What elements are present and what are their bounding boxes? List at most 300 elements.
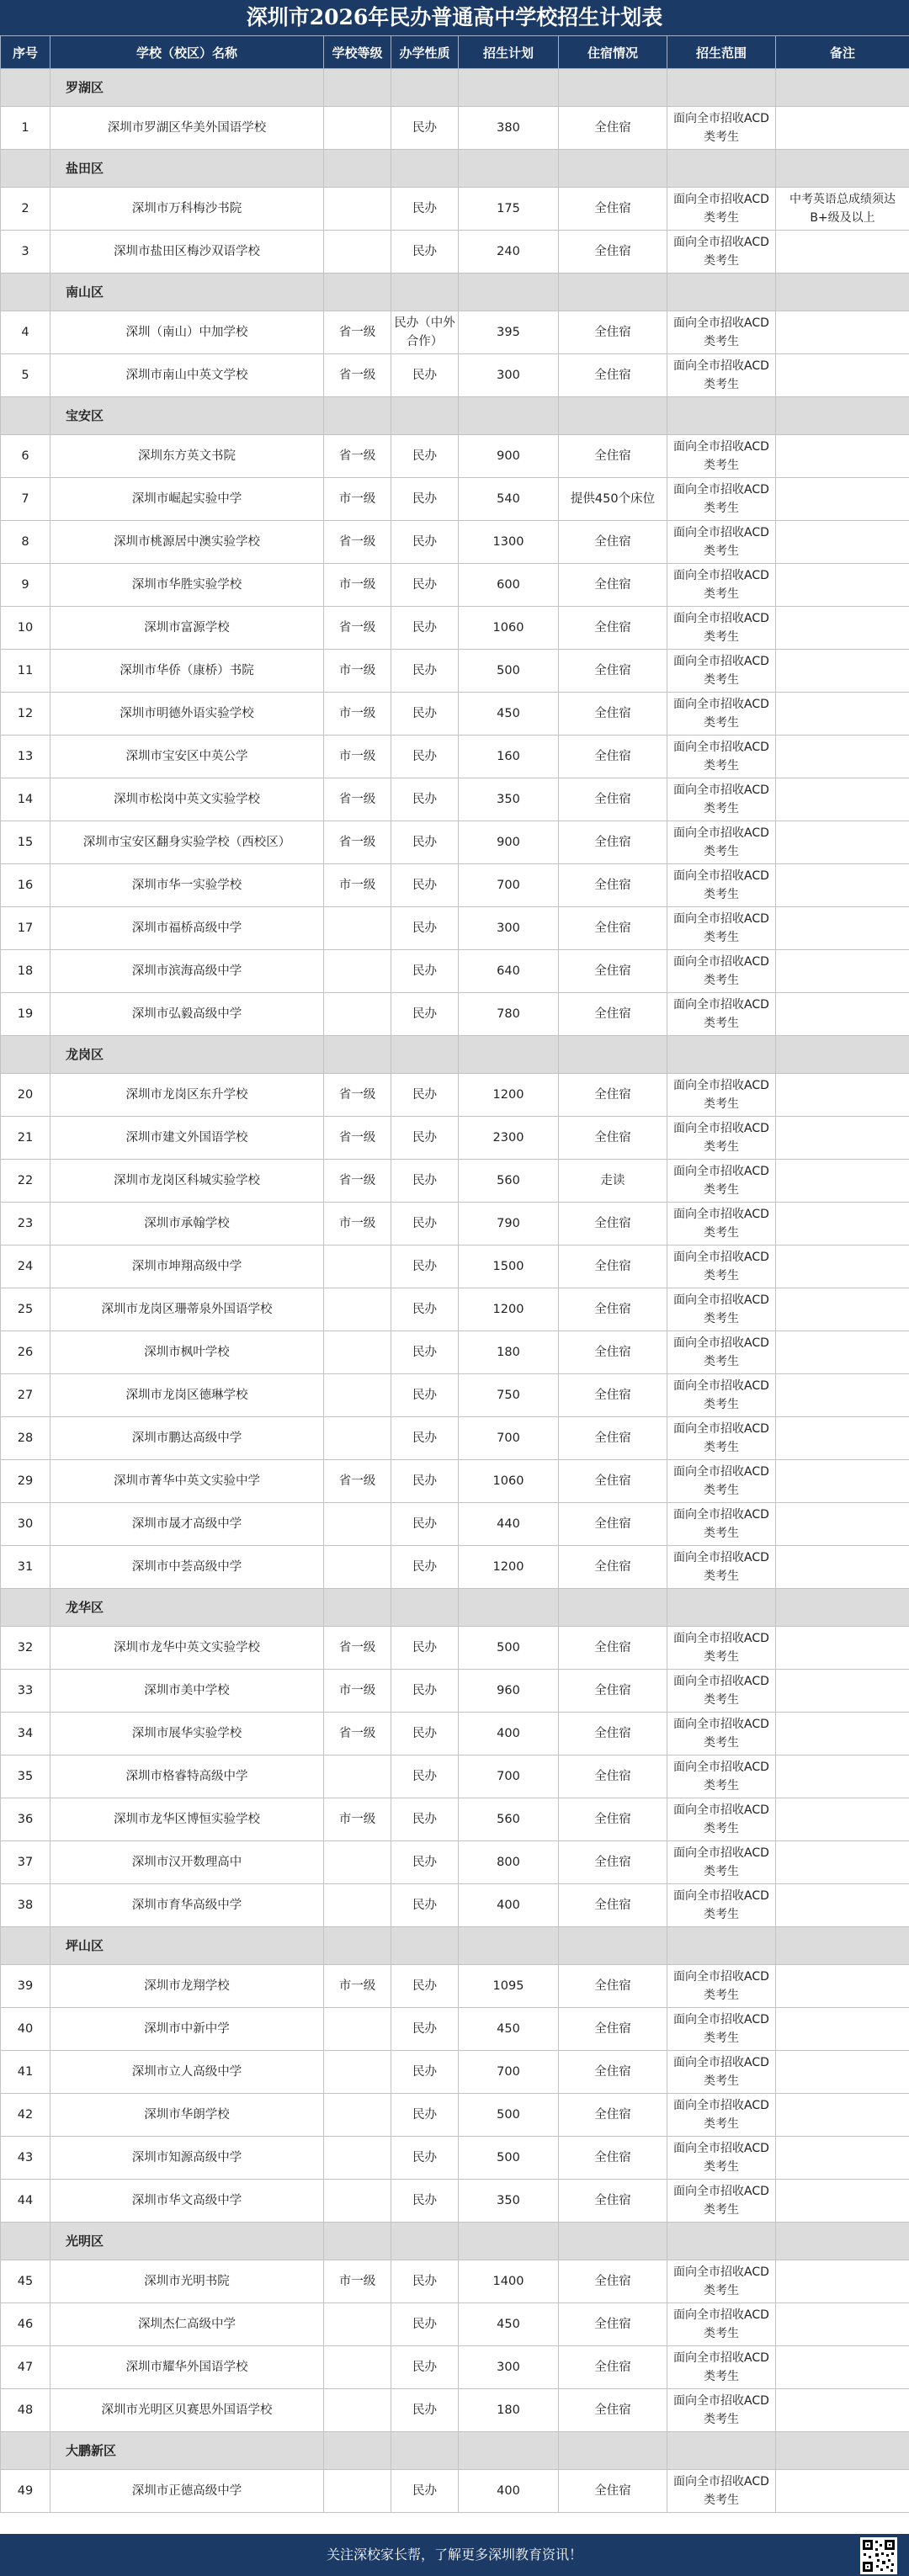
district-spacer bbox=[391, 274, 459, 311]
district-spacer bbox=[559, 69, 667, 107]
district-spacer bbox=[324, 150, 391, 188]
remark bbox=[776, 435, 909, 478]
district-name: 光明区 bbox=[50, 2223, 324, 2260]
enrollment-scope: 面向全市招收ACD类考生 bbox=[667, 736, 776, 778]
school-nature: 民办 bbox=[391, 354, 459, 397]
row-number: 4 bbox=[1, 311, 50, 354]
lodging-status: 全住宿 bbox=[559, 1074, 667, 1117]
school-name: 深圳市华侨（康桥）书院 bbox=[50, 650, 324, 693]
district-spacer bbox=[1, 274, 50, 311]
enrollment-scope: 面向全市招收ACD类考生 bbox=[667, 564, 776, 607]
enrollment-scope: 面向全市招收ACD类考生 bbox=[667, 2303, 776, 2346]
enrollment-quota: 500 bbox=[459, 650, 559, 693]
school-nature: 民办 bbox=[391, 1965, 459, 2008]
school-nature: 民办 bbox=[391, 778, 459, 821]
school-name: 深圳市华朗学校 bbox=[50, 2094, 324, 2137]
row-number: 24 bbox=[1, 1246, 50, 1288]
table-row bbox=[1, 521, 909, 564]
lodging-status: 全住宿 bbox=[559, 607, 667, 650]
school-name: 深圳市龙翔学校 bbox=[50, 1965, 324, 2008]
remark bbox=[776, 864, 909, 907]
row-number: 48 bbox=[1, 2389, 50, 2432]
remark bbox=[776, 521, 909, 564]
school-name: 深圳市正德高级中学 bbox=[50, 2470, 324, 2513]
district-spacer bbox=[1, 1036, 50, 1074]
lodging-status: 全住宿 bbox=[559, 2346, 667, 2389]
school-nature: 民办 bbox=[391, 1331, 459, 1374]
school-nature: 民办 bbox=[391, 2180, 459, 2223]
enrollment-quota: 1060 bbox=[459, 607, 559, 650]
enrollment-quota: 700 bbox=[459, 2051, 559, 2094]
district-spacer bbox=[391, 397, 459, 435]
school-level bbox=[324, 2389, 391, 2432]
row-number: 23 bbox=[1, 1203, 50, 1246]
remark bbox=[776, 821, 909, 864]
school-name: 深圳市龙岗区珊蒂泉外国语学校 bbox=[50, 1288, 324, 1331]
enrollment-quota: 300 bbox=[459, 907, 559, 950]
remark bbox=[776, 2470, 909, 2513]
school-name: 深圳市美中学校 bbox=[50, 1670, 324, 1713]
enrollment-scope: 面向全市招收ACD类考生 bbox=[667, 693, 776, 736]
district-row bbox=[1, 397, 909, 435]
table-row bbox=[1, 1074, 909, 1117]
remark bbox=[776, 2051, 909, 2094]
enrollment-quota: 800 bbox=[459, 1841, 559, 1884]
district-spacer bbox=[459, 1927, 559, 1965]
school-nature: 民办 bbox=[391, 1503, 459, 1546]
district-name: 龙华区 bbox=[50, 1589, 324, 1627]
row-number: 31 bbox=[1, 1546, 50, 1589]
school-name: 深圳杰仁高级中学 bbox=[50, 2303, 324, 2346]
remark bbox=[776, 2137, 909, 2180]
school-level: 省一级 bbox=[324, 1160, 391, 1203]
row-number: 27 bbox=[1, 1374, 50, 1417]
remark bbox=[776, 1117, 909, 1160]
row-number: 43 bbox=[1, 2137, 50, 2180]
lodging-status: 全住宿 bbox=[559, 2180, 667, 2223]
school-level bbox=[324, 1503, 391, 1546]
school-level: 省一级 bbox=[324, 1460, 391, 1503]
remark bbox=[776, 607, 909, 650]
row-number: 15 bbox=[1, 821, 50, 864]
table-row bbox=[1, 693, 909, 736]
district-spacer bbox=[776, 1589, 909, 1627]
school-level bbox=[324, 1288, 391, 1331]
school-name: 深圳（南山）中加学校 bbox=[50, 311, 324, 354]
school-name: 深圳市华一实验学校 bbox=[50, 864, 324, 907]
school-name: 深圳市龙岗区德琳学校 bbox=[50, 1374, 324, 1417]
enrollment-quota: 350 bbox=[459, 778, 559, 821]
school-name: 深圳市富源学校 bbox=[50, 607, 324, 650]
table-row bbox=[1, 564, 909, 607]
row-number: 17 bbox=[1, 907, 50, 950]
school-nature: 民办 bbox=[391, 478, 459, 521]
school-nature: 民办 bbox=[391, 1546, 459, 1589]
remark bbox=[776, 1546, 909, 1589]
table-row bbox=[1, 864, 909, 907]
district-spacer bbox=[559, 2223, 667, 2260]
enrollment-quota: 700 bbox=[459, 1417, 559, 1460]
district-spacer bbox=[776, 1927, 909, 1965]
district-spacer bbox=[667, 150, 776, 188]
remark bbox=[776, 107, 909, 150]
school-level bbox=[324, 907, 391, 950]
district-spacer bbox=[559, 2432, 667, 2470]
enrollment-quota: 560 bbox=[459, 1798, 559, 1841]
school-level: 省一级 bbox=[324, 607, 391, 650]
table-row bbox=[1, 478, 909, 521]
school-nature: 民办 bbox=[391, 1841, 459, 1884]
lodging-status: 全住宿 bbox=[559, 521, 667, 564]
school-nature: 民办 bbox=[391, 2346, 459, 2389]
row-number: 5 bbox=[1, 354, 50, 397]
table-row bbox=[1, 2137, 909, 2180]
district-spacer bbox=[776, 150, 909, 188]
district-spacer bbox=[559, 1927, 667, 1965]
row-number: 13 bbox=[1, 736, 50, 778]
table-row bbox=[1, 1755, 909, 1798]
school-nature: 民办 bbox=[391, 1670, 459, 1713]
remark bbox=[776, 1417, 909, 1460]
table-row bbox=[1, 1117, 909, 1160]
enrollment-scope: 面向全市招收ACD类考生 bbox=[667, 1713, 776, 1755]
school-level bbox=[324, 1841, 391, 1884]
enrollment-quota: 350 bbox=[459, 2180, 559, 2223]
district-spacer bbox=[391, 150, 459, 188]
district-spacer bbox=[324, 274, 391, 311]
lodging-status: 全住宿 bbox=[559, 1203, 667, 1246]
district-spacer bbox=[1, 1589, 50, 1627]
enrollment-quota: 1095 bbox=[459, 1965, 559, 2008]
remark bbox=[776, 564, 909, 607]
district-name: 盐田区 bbox=[50, 150, 324, 188]
district-spacer bbox=[324, 2223, 391, 2260]
table-row bbox=[1, 1417, 909, 1460]
district-spacer bbox=[559, 1589, 667, 1627]
table-row bbox=[1, 1503, 909, 1546]
lodging-status: 全住宿 bbox=[559, 2094, 667, 2137]
enrollment-quota: 500 bbox=[459, 1627, 559, 1670]
school-name: 深圳市盐田区梅沙双语学校 bbox=[50, 231, 324, 274]
remark bbox=[776, 1503, 909, 1546]
enrollment-quota: 450 bbox=[459, 693, 559, 736]
enrollment-quota: 1400 bbox=[459, 2260, 559, 2303]
remark bbox=[776, 1884, 909, 1927]
remark bbox=[776, 1965, 909, 2008]
district-spacer bbox=[459, 150, 559, 188]
district-spacer bbox=[459, 1589, 559, 1627]
remark bbox=[776, 2389, 909, 2432]
school-nature: 民办 bbox=[391, 950, 459, 993]
enrollment-quota: 180 bbox=[459, 2389, 559, 2432]
table-row bbox=[1, 950, 909, 993]
enrollment-scope: 面向全市招收ACD类考生 bbox=[667, 435, 776, 478]
header-cell: 学校（校区）名称 bbox=[50, 36, 324, 69]
remark bbox=[776, 778, 909, 821]
school-level bbox=[324, 2470, 391, 2513]
school-level: 省一级 bbox=[324, 778, 391, 821]
district-spacer bbox=[324, 2432, 391, 2470]
school-level bbox=[324, 2051, 391, 2094]
lodging-status: 全住宿 bbox=[559, 1417, 667, 1460]
remark bbox=[776, 1374, 909, 1417]
row-number: 12 bbox=[1, 693, 50, 736]
remark bbox=[776, 2094, 909, 2137]
table-row bbox=[1, 1546, 909, 1589]
school-level: 市一级 bbox=[324, 2260, 391, 2303]
enrollment-plan-table bbox=[0, 35, 909, 2513]
remark bbox=[776, 231, 909, 274]
remark bbox=[776, 478, 909, 521]
table-row bbox=[1, 2094, 909, 2137]
enrollment-scope: 面向全市招收ACD类考生 bbox=[667, 2389, 776, 2432]
school-nature: 民办 bbox=[391, 2094, 459, 2137]
table-row bbox=[1, 2346, 909, 2389]
row-number: 28 bbox=[1, 1417, 50, 1460]
table-header-row bbox=[1, 36, 909, 69]
district-spacer bbox=[1, 397, 50, 435]
district-row bbox=[1, 150, 909, 188]
remark bbox=[776, 907, 909, 950]
table-row bbox=[1, 231, 909, 274]
school-level bbox=[324, 1246, 391, 1288]
row-number: 36 bbox=[1, 1798, 50, 1841]
school-nature: 民办 bbox=[391, 821, 459, 864]
district-spacer bbox=[667, 1927, 776, 1965]
row-number: 26 bbox=[1, 1331, 50, 1374]
row-number: 33 bbox=[1, 1670, 50, 1713]
district-spacer bbox=[667, 2223, 776, 2260]
enrollment-scope: 面向全市招收ACD类考生 bbox=[667, 1841, 776, 1884]
district-spacer bbox=[776, 1036, 909, 1074]
row-number: 40 bbox=[1, 2008, 50, 2051]
lodging-status: 全住宿 bbox=[559, 907, 667, 950]
qr-code-icon bbox=[860, 2537, 897, 2574]
school-level bbox=[324, 231, 391, 274]
table-row bbox=[1, 2260, 909, 2303]
school-name: 深圳市育华高级中学 bbox=[50, 1884, 324, 1927]
enrollment-quota: 700 bbox=[459, 1755, 559, 1798]
school-name: 深圳市耀华外国语学校 bbox=[50, 2346, 324, 2389]
district-spacer bbox=[459, 274, 559, 311]
row-number: 44 bbox=[1, 2180, 50, 2223]
lodging-status: 全住宿 bbox=[559, 2470, 667, 2513]
school-nature: 民办 bbox=[391, 607, 459, 650]
remark bbox=[776, 1670, 909, 1713]
lodging-status: 全住宿 bbox=[559, 1117, 667, 1160]
lodging-status: 全住宿 bbox=[559, 1798, 667, 1841]
district-spacer bbox=[776, 274, 909, 311]
school-nature: 民办 bbox=[391, 1074, 459, 1117]
lodging-status: 全住宿 bbox=[559, 1965, 667, 2008]
enrollment-scope: 面向全市招收ACD类考生 bbox=[667, 1546, 776, 1589]
school-name: 深圳市桃源居中澳实验学校 bbox=[50, 521, 324, 564]
school-name: 深圳市南山中英文学校 bbox=[50, 354, 324, 397]
district-spacer bbox=[1, 2432, 50, 2470]
school-nature: 民办 bbox=[391, 1460, 459, 1503]
school-level bbox=[324, 2137, 391, 2180]
school-nature: 民办 bbox=[391, 2303, 459, 2346]
table-row bbox=[1, 1460, 909, 1503]
district-spacer bbox=[391, 69, 459, 107]
table-row bbox=[1, 1798, 909, 1841]
enrollment-scope: 面向全市招收ACD类考生 bbox=[667, 1117, 776, 1160]
header-cell: 学校等级 bbox=[324, 36, 391, 69]
school-nature: 民办 bbox=[391, 993, 459, 1036]
school-name: 深圳市明德外语实验学校 bbox=[50, 693, 324, 736]
lodging-status: 全住宿 bbox=[559, 1713, 667, 1755]
district-row bbox=[1, 69, 909, 107]
table-row bbox=[1, 821, 909, 864]
table-row bbox=[1, 993, 909, 1036]
row-number: 42 bbox=[1, 2094, 50, 2137]
header-cell: 招生范围 bbox=[667, 36, 776, 69]
school-name: 深圳市建文外国语学校 bbox=[50, 1117, 324, 1160]
table-row bbox=[1, 1884, 909, 1927]
school-level bbox=[324, 950, 391, 993]
table-row bbox=[1, 1627, 909, 1670]
district-row bbox=[1, 1927, 909, 1965]
remark bbox=[776, 1798, 909, 1841]
lodging-status: 全住宿 bbox=[559, 1460, 667, 1503]
enrollment-scope: 面向全市招收ACD类考生 bbox=[667, 1246, 776, 1288]
school-nature: 民办 bbox=[391, 693, 459, 736]
lodging-status: 全住宿 bbox=[559, 188, 667, 231]
school-level bbox=[324, 188, 391, 231]
enrollment-scope: 面向全市招收ACD类考生 bbox=[667, 2008, 776, 2051]
school-level: 市一级 bbox=[324, 564, 391, 607]
enrollment-quota: 1200 bbox=[459, 1288, 559, 1331]
row-number: 35 bbox=[1, 1755, 50, 1798]
school-name: 深圳市承翰学校 bbox=[50, 1203, 324, 1246]
row-number: 25 bbox=[1, 1288, 50, 1331]
school-name: 深圳市立人高级中学 bbox=[50, 2051, 324, 2094]
remark: 中考英语总成绩须达B+级及以上 bbox=[776, 188, 909, 231]
school-name: 深圳市龙岗区东升学校 bbox=[50, 1074, 324, 1117]
school-nature: 民办 bbox=[391, 1246, 459, 1288]
enrollment-scope: 面向全市招收ACD类考生 bbox=[667, 1884, 776, 1927]
remark bbox=[776, 993, 909, 1036]
enrollment-quota: 900 bbox=[459, 435, 559, 478]
enrollment-scope: 面向全市招收ACD类考生 bbox=[667, 821, 776, 864]
lodging-status: 全住宿 bbox=[559, 2008, 667, 2051]
district-spacer bbox=[459, 397, 559, 435]
district-row bbox=[1, 2223, 909, 2260]
enrollment-quota: 2300 bbox=[459, 1117, 559, 1160]
school-nature: 民办 bbox=[391, 435, 459, 478]
school-level bbox=[324, 993, 391, 1036]
table-row bbox=[1, 1965, 909, 2008]
school-nature: 民办 bbox=[391, 2051, 459, 2094]
school-level: 省一级 bbox=[324, 521, 391, 564]
school-level: 省一级 bbox=[324, 1713, 391, 1755]
school-name: 深圳市龙华区博恒实验学校 bbox=[50, 1798, 324, 1841]
enrollment-quota: 500 bbox=[459, 2137, 559, 2180]
district-row bbox=[1, 274, 909, 311]
table-row bbox=[1, 1331, 909, 1374]
school-name: 深圳市格睿特高级中学 bbox=[50, 1755, 324, 1798]
enrollment-scope: 面向全市招收ACD类考生 bbox=[667, 864, 776, 907]
school-nature: 民办 bbox=[391, 864, 459, 907]
lodging-status: 走读 bbox=[559, 1160, 667, 1203]
school-name: 深圳市知源高级中学 bbox=[50, 2137, 324, 2180]
school-level: 市一级 bbox=[324, 1965, 391, 2008]
table-row bbox=[1, 1713, 909, 1755]
district-spacer bbox=[1, 2223, 50, 2260]
row-number: 46 bbox=[1, 2303, 50, 2346]
lodging-status: 全住宿 bbox=[559, 564, 667, 607]
enrollment-scope: 面向全市招收ACD类考生 bbox=[667, 311, 776, 354]
table-row bbox=[1, 1841, 909, 1884]
school-nature: 民办 bbox=[391, 2260, 459, 2303]
district-spacer bbox=[559, 150, 667, 188]
school-level bbox=[324, 2346, 391, 2389]
district-spacer bbox=[559, 397, 667, 435]
remark bbox=[776, 693, 909, 736]
lodging-status: 全住宿 bbox=[559, 2260, 667, 2303]
enrollment-scope: 面向全市招收ACD类考生 bbox=[667, 950, 776, 993]
table-row bbox=[1, 1374, 909, 1417]
remark bbox=[776, 1246, 909, 1288]
enrollment-scope: 面向全市招收ACD类考生 bbox=[667, 1160, 776, 1203]
district-name: 坪山区 bbox=[50, 1927, 324, 1965]
row-number: 34 bbox=[1, 1713, 50, 1755]
district-spacer bbox=[776, 69, 909, 107]
remark bbox=[776, 311, 909, 354]
table-row bbox=[1, 2389, 909, 2432]
row-number: 37 bbox=[1, 1841, 50, 1884]
page-title: 深圳市2026年民办普通高中学校招生计划表 bbox=[0, 0, 909, 35]
row-number: 39 bbox=[1, 1965, 50, 2008]
table-row bbox=[1, 1288, 909, 1331]
lodging-status: 全住宿 bbox=[559, 435, 667, 478]
enrollment-scope: 面向全市招收ACD类考生 bbox=[667, 607, 776, 650]
row-number: 20 bbox=[1, 1074, 50, 1117]
district-name: 大鹏新区 bbox=[50, 2432, 324, 2470]
district-name: 南山区 bbox=[50, 274, 324, 311]
table-row bbox=[1, 1203, 909, 1246]
lodging-status: 全住宿 bbox=[559, 2137, 667, 2180]
district-spacer bbox=[324, 1589, 391, 1627]
enrollment-quota: 450 bbox=[459, 2008, 559, 2051]
lodging-status: 全住宿 bbox=[559, 993, 667, 1036]
school-level: 省一级 bbox=[324, 821, 391, 864]
enrollment-quota: 640 bbox=[459, 950, 559, 993]
remark bbox=[776, 2008, 909, 2051]
table-row bbox=[1, 2008, 909, 2051]
lodging-status: 全住宿 bbox=[559, 1503, 667, 1546]
lodging-status: 全住宿 bbox=[559, 864, 667, 907]
school-level: 市一级 bbox=[324, 650, 391, 693]
remark bbox=[776, 1627, 909, 1670]
enrollment-quota: 780 bbox=[459, 993, 559, 1036]
enrollment-quota: 1200 bbox=[459, 1074, 559, 1117]
school-nature: 民办 bbox=[391, 1884, 459, 1927]
row-number: 2 bbox=[1, 188, 50, 231]
lodging-status: 全住宿 bbox=[559, 1627, 667, 1670]
school-nature: 民办 bbox=[391, 1417, 459, 1460]
enrollment-quota: 395 bbox=[459, 311, 559, 354]
remark bbox=[776, 2260, 909, 2303]
enrollment-scope: 面向全市招收ACD类考生 bbox=[667, 354, 776, 397]
enrollment-scope: 面向全市招收ACD类考生 bbox=[667, 2180, 776, 2223]
header-cell: 序号 bbox=[1, 36, 50, 69]
lodging-status: 全住宿 bbox=[559, 1884, 667, 1927]
district-spacer bbox=[667, 1036, 776, 1074]
district-spacer bbox=[1, 150, 50, 188]
row-number: 6 bbox=[1, 435, 50, 478]
enrollment-quota: 400 bbox=[459, 2470, 559, 2513]
